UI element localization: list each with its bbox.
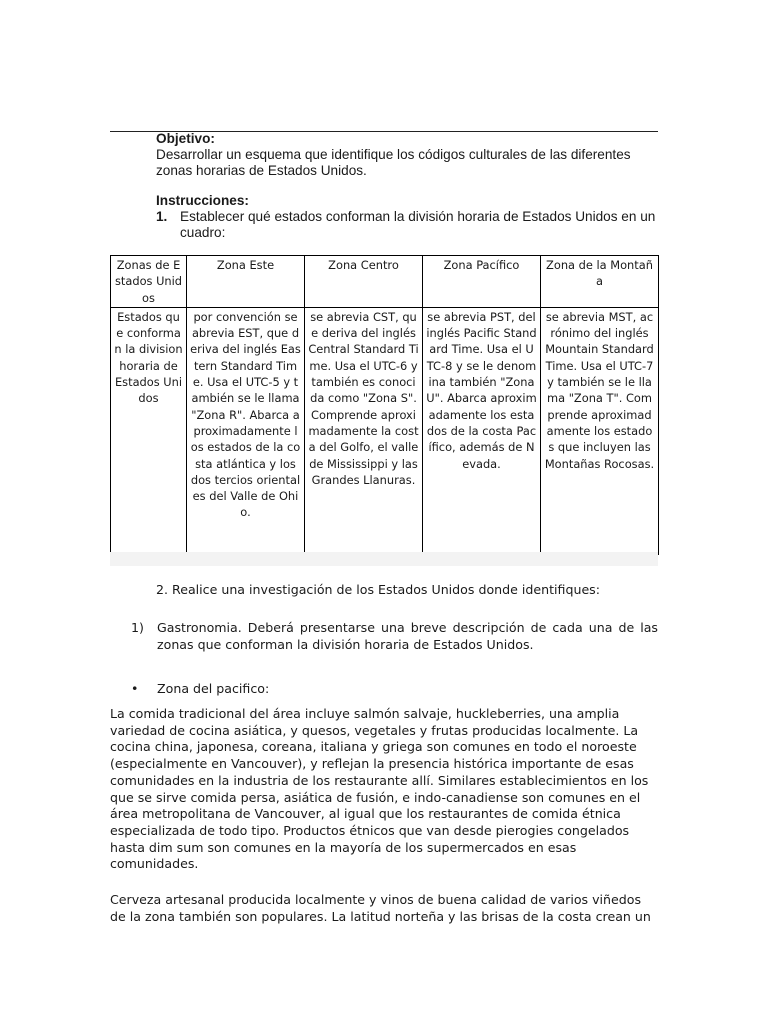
- table-header-cell: Zona de la Montaña: [541, 256, 659, 308]
- gastronomy-item: [131, 619, 658, 653]
- objective-section: [156, 131, 656, 241]
- table-header-cell: Zona Centro: [305, 256, 423, 308]
- gastronomy-text: Gastronomia. Deberá presentarse una breve descripción de cada una de las zonas que conforman la división horaria de Estados Unidos.: [157, 620, 658, 652]
- paragraph-craft-beer: Cerveza artesanal producida localmente y vinos de buena calidad de varios viñedos de la zona también son populares. La latitud norteña y las brisas de la costa crean un: [110, 892, 651, 924]
- table-header-cell: Zonas de Estados Unidos: [111, 256, 187, 308]
- time-zones-table: [110, 255, 659, 555]
- table-cell: por convención se abrevia EST, que deriva del inglés Eastern Standard Time. Usa el UTC-5 y también se le llama "Zona R". Abarca aproximadamente los estados de la costa atlántica y los dos tercios orientales del Valle de Ohio.: [187, 307, 305, 554]
- bullet-text: Zona del pacifico:: [157, 681, 270, 696]
- objective-text: Desarrollar un esquema que identifique los códigos culturales de las diferentes zonas horarias de Estados Unidos.: [156, 147, 631, 178]
- objective-label: Objetivo:: [156, 131, 215, 146]
- table-cell: se abrevia MST, acrónimo del inglés Mountain Standard Time. Usa el UTC-7 y también se le llama "Zona T". Comprende aproximadamente los estados que incluyen las Montañas Rocosas.: [541, 307, 659, 554]
- table-header-cell: Zona Este: [187, 256, 305, 308]
- shaded-strip: [110, 552, 658, 566]
- table-header-row: [111, 256, 659, 308]
- bullet-item: [131, 681, 269, 696]
- gastronomy-number: 1): [131, 620, 144, 635]
- instruction-text: Establecer qué estados conforman la división horaria de Estados Unidos en un cuadro:: [180, 209, 656, 240]
- table-cell: se abrevia PST, del inglés Pacific Standard Time. Usa el UTC-8 y se le denomina también "Zona U". Abarca aproximadamente los estados de la costa Pacífico, además de Nevada.: [423, 307, 541, 554]
- bullet-symbol: •: [131, 681, 139, 696]
- question-2: 2. Realice una investigación de los Estados Unidos donde identifiques:: [156, 582, 600, 597]
- table-row: [111, 307, 659, 554]
- instructions-label: Instrucciones:: [156, 193, 249, 208]
- paragraph-pacific-food: La comida tradicional del área incluye salmón salvaje, huckleberries, una amplia variedad de cocina asiática, y quesos, vegetales y frutas producidas localmente. La cocina china, japonesa, coreana, italiana y griega son comunes en todo el noroeste (especialmente en Vancouver), y reflejan la presencia histórica importante de esas comunidades en la industria de los restaurante allí. Similares establecimientos en los que se sirve comida persa, asiática de fusión, e indo-canadiense son comunes en el área metropolitana de Vancouver, al igual que los restaurantes de comida étnica especializada de todo tipo. Productos étnicos que van desde pierogies congelados hasta dim sum son comunes en la mayoría de los supermercados en esas comunidades.: [110, 706, 649, 872]
- table-cell: Estados que conforman la division horaria de Estados Unidos: [111, 307, 187, 554]
- instruction-item: [156, 209, 656, 241]
- table-header-cell: Zona Pacífico: [423, 256, 541, 308]
- instruction-number: 1.: [156, 209, 168, 224]
- table-cell: se abrevia CST, que deriva del inglés Central Standard Time. Usa el UTC-6 y también es conocida como "Zona S". Comprende aproximadamente la costa del Golfo, el valle de Mississippi y las Grandes Llanuras.: [305, 307, 423, 554]
